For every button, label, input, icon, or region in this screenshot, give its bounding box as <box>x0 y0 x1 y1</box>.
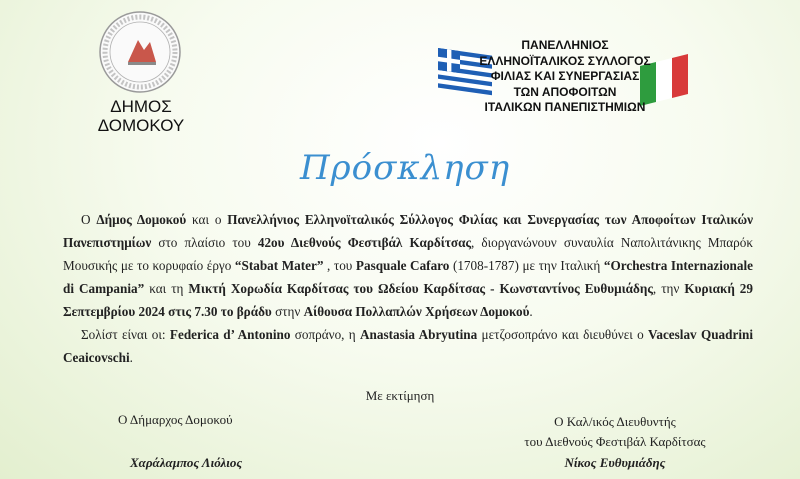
body-bold-text: Πανελλήνιος Ελληνοϊταλικός Σύλλογος Φιλίας και Συνεργασίας των Αποφοίτων Ιταλικών Πανεπιστημίων <box>63 212 753 250</box>
body-paragraph-2 <box>63 323 753 369</box>
body-bold-text: 42ου Διεθνούς Φεστιβάλ Καρδίτσας <box>257 235 472 250</box>
invitation-title: Πρόσκληση <box>300 148 511 188</box>
body-text-run: μετζοσοπράνο και διευθύνει ο <box>477 327 649 342</box>
body-bold-text: Δήμος Δομοκού <box>96 212 187 227</box>
body-text-run: (1708-1787) με την Ιταλική <box>449 258 604 273</box>
body-text-run: . <box>129 350 133 365</box>
association-name <box>470 38 660 116</box>
body-text-run: , διοργανώνουν συναυλία Ναπολιτάνικης Μπαρόκ Μουσικής με το κορυφαίο έργο <box>63 235 753 273</box>
director-title-line2: του Διεθνούς Φεστιβάλ Καρδίτσας <box>524 434 706 449</box>
body-paragraph-1 <box>63 208 753 323</box>
body-bold-text: Vaceslav Quadrini Ceaicovschi <box>63 327 754 365</box>
body-text-run: , την <box>652 281 685 296</box>
invitation-body <box>63 208 753 369</box>
body-bold-text: Αίθουσα Πολλαπλών Χρήσεων Δομοκού <box>303 304 530 319</box>
body-text-run: , του <box>323 258 356 273</box>
body-text-run: και τη <box>144 281 189 296</box>
association-line: ΙΤΑΛΙΚΩΝ ΠΑΝΕΠΙΣΤΗΜΙΩΝ <box>484 100 646 114</box>
body-bold-text: Μικτή Χορωδία Καρδίτσας του Ωδείου Καρδίτσας - Κωνσταντίνος Ευθυμιάδης <box>188 281 653 296</box>
body-text-run: στο πλαίσιο του <box>151 235 258 250</box>
body-text-run: . <box>529 304 533 319</box>
association-line: ΠΑΝΕΛΛΗΝΙΟΣ <box>521 38 609 52</box>
body-bold-text: Pasquale Cafaro <box>355 258 450 273</box>
body-text-run: και ο <box>186 212 228 227</box>
mayor-title: Ο Δήμαρχος Δομοκού <box>118 412 233 427</box>
body-bold-text: Κυριακή 29 Σεπτεμβρίου 2024 στις 7.30 το βράδυ <box>63 281 753 319</box>
body-bold-text: Federica d’ Antonino <box>169 327 291 342</box>
municipality-seal-logo <box>98 10 182 94</box>
director-title <box>500 412 730 452</box>
body-text-run: στην <box>271 304 304 319</box>
municipality-name <box>76 97 206 135</box>
municipality-name-line1: ΔΗΜΟΣ <box>110 97 172 116</box>
association-line: ΤΩΝ ΑΠΟΦΟΙΤΩΝ <box>513 84 617 99</box>
mayor-name: Χαράλαμπος Λιόλιος <box>130 455 243 470</box>
body-text-run: Σολίστ είναι οι: <box>81 327 170 342</box>
director-name: Νίκος Ευθυμιάδης <box>564 455 666 470</box>
association-line: ΦΙΛΙΑΣ ΚΑΙ ΣΥΝΕΡΓΑΣΙΑΣ <box>490 69 640 83</box>
director-title-line1: Ο Καλ/ικός Διευθυντής <box>554 414 676 429</box>
body-bold-text: “Stabat Mater” <box>234 258 324 273</box>
body-bold-text: “Orchestra Internazionale di Campania” <box>63 258 753 296</box>
association-line: ΕΛΛΗΝΟΪΤΑΛΙΚΟΣ ΣΥΛΛΟΓΟΣ <box>479 53 651 68</box>
body-text-run: σοπράνο, η <box>290 327 361 342</box>
body-bold-text: Anastasia Abryutina <box>360 327 478 342</box>
body-text-run: Ο <box>81 212 97 227</box>
closing-text: Με εκτίμηση <box>365 388 435 403</box>
municipality-name-line2: ΔΟΜΟΚΟΥ <box>97 116 185 135</box>
